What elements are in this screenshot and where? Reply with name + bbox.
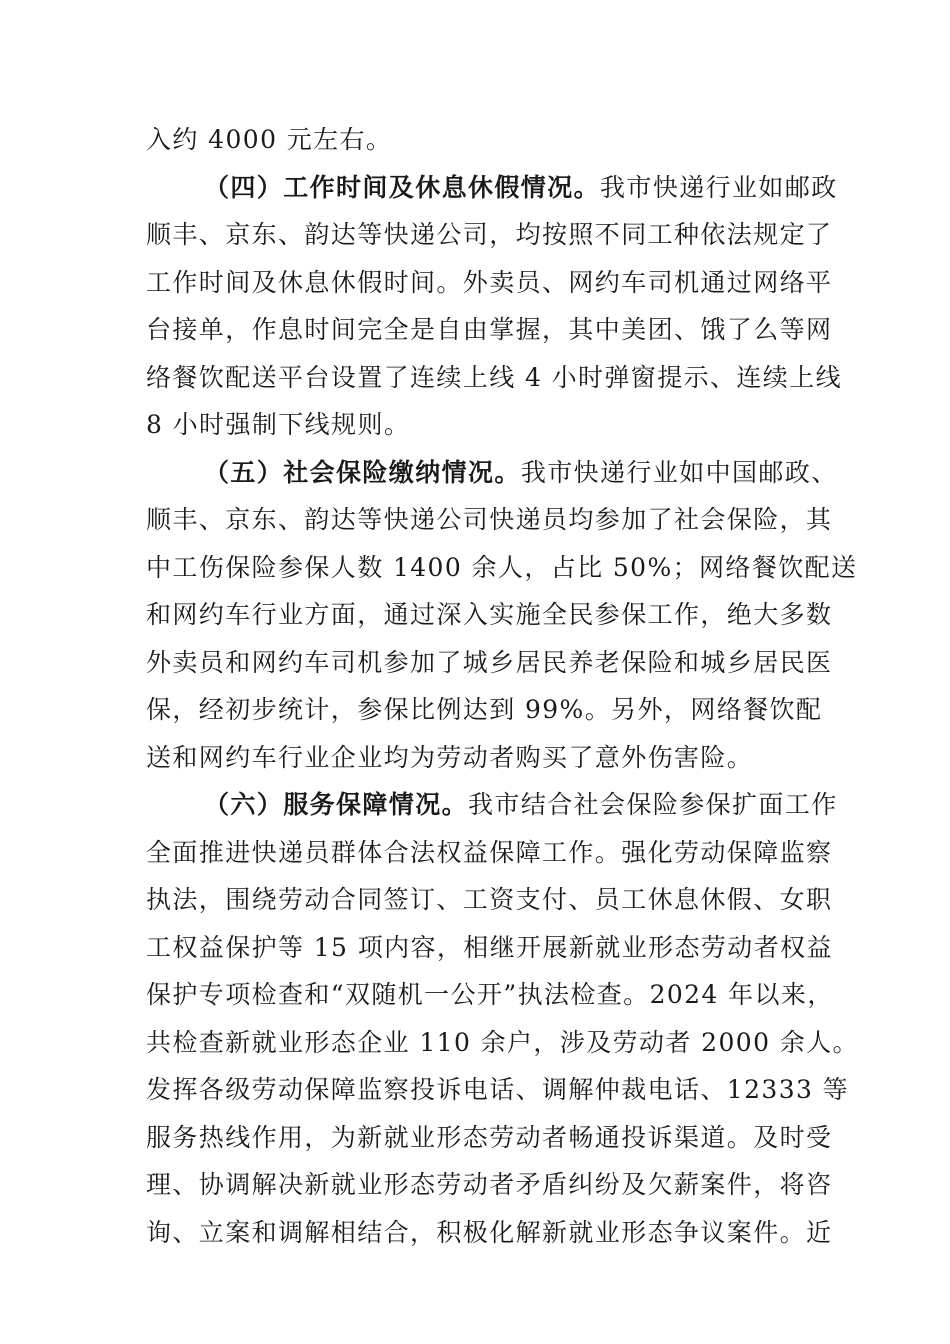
body-text: 送和网约车行业企业均为劳动者购买了意外伤害险。	[146, 742, 754, 772]
body-text: 发挥各级劳动保障监察投诉电话、调解仲裁电话、12333 等	[146, 1075, 850, 1104]
body-text: 执法，围绕劳动合同签订、工资支付、员工休息休假、女职	[146, 885, 833, 914]
paragraph-first-line	[146, 449, 838, 497]
text-line	[146, 259, 833, 307]
body-text: 和网约车行业方面，通过深入实施全民参保工作，绝大多数	[146, 600, 833, 629]
paragraph-first-line	[146, 164, 838, 212]
text-line	[146, 639, 833, 687]
body-text: 保护专项检查和“双随机一公开”执法检查。2024 年以来，	[146, 980, 834, 1009]
text-line	[146, 116, 826, 164]
text-line	[146, 401, 826, 449]
body-text: 入约 4000 元左右。	[146, 125, 393, 154]
section-heading: （五）社会保险缴纳情况。	[204, 457, 521, 487]
body-text: 全面推进快递员群体合法权益保障工作。强化劳动保障监察	[146, 837, 833, 867]
text-line	[146, 496, 833, 544]
body-text: 外卖员和网约车司机参加了城乡居民养老保险和城乡居民医	[146, 647, 833, 677]
body-text: 服务热线作用，为新就业形态劳动者畅通投诉渠道。及时受	[146, 1122, 833, 1152]
document-body	[146, 116, 859, 1256]
text-line	[146, 1161, 833, 1209]
text-line	[146, 544, 858, 592]
text-line	[146, 734, 826, 782]
text-line	[146, 876, 833, 924]
body-text: 8 小时强制下线规则。	[146, 410, 411, 439]
text-line	[146, 686, 826, 734]
text-line	[146, 1209, 833, 1257]
body-text: 理、协调解决新就业形态劳动者矛盾纠纷及欠薪案件，将咨	[146, 1170, 833, 1199]
body-text: 询、立案和调解相结合，积极化解新就业形态争议案件。近	[146, 1217, 833, 1247]
paragraph-first-line	[146, 781, 838, 829]
text-line	[146, 591, 833, 639]
body-text: 顺丰、京东、韵达等快递公司，均按照不同工种依法规定了	[146, 220, 833, 249]
text-line	[146, 971, 834, 1019]
body-text: 我市快递行业如邮政	[600, 172, 838, 202]
body-text: 顺丰、京东、韵达等快递公司快递员均参加了社会保险，其	[146, 505, 833, 534]
body-text: 台接单，作息时间完全是自由掌握，其中美团、饿了么等网	[146, 315, 833, 344]
text-line	[146, 1066, 850, 1114]
text-line	[146, 829, 833, 877]
body-text: 络餐饮配送平台设置了连续上线 4 小时弹窗提示、连续上线	[146, 362, 843, 392]
body-text: 保，经初步统计，参保比例达到 99%。另外，网络餐饮配	[146, 695, 823, 724]
body-text: 工权益保护等 15 项内容，相继开展新就业形态劳动者权益	[146, 932, 833, 962]
text-line	[146, 211, 833, 259]
text-line	[146, 924, 833, 972]
body-text: 我市结合社会保险参保扩面工作	[468, 790, 838, 819]
body-text: 我市快递行业如中国邮政、	[520, 457, 838, 487]
body-text: 工作时间及休息休假时间。外卖员、网约车司机通过网络平	[146, 267, 833, 297]
body-text: 中工伤保险参保人数 1400 余人，占比 50%；网络餐饮配送	[146, 552, 858, 582]
section-heading: （四）工作时间及休息休假情况。	[204, 172, 601, 202]
text-line	[146, 1019, 859, 1067]
text-line	[146, 1114, 833, 1162]
body-text: 共检查新就业形态企业 110 余户，涉及劳动者 2000 余人。	[146, 1027, 859, 1057]
section-heading: （六）服务保障情况。	[204, 790, 469, 819]
text-line	[146, 354, 843, 402]
text-line	[146, 306, 833, 354]
